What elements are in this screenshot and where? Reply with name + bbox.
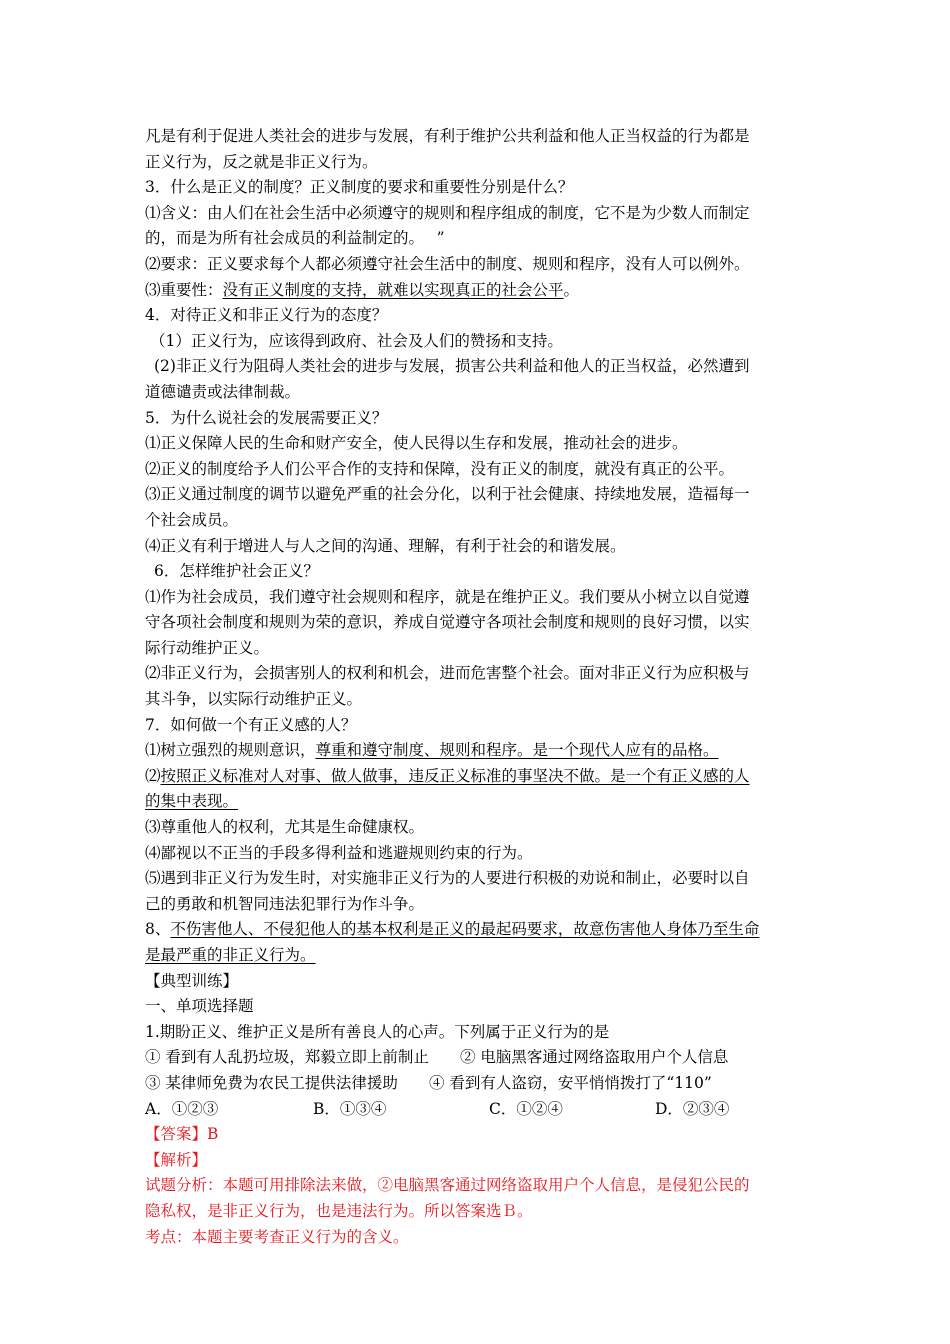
paragraph-line bbox=[145, 917, 810, 943]
section-heading: 一、单项选择题 bbox=[145, 997, 254, 1016]
label-text: ⑵ bbox=[145, 766, 161, 785]
question-heading: 3．什么是正义的制度？正义制度的要求和重要性分别是什么？ bbox=[145, 178, 574, 197]
paragraph-line: 守各项社会制度和规则为荣的意识，养成自觉遵守各项社会制度和规则的良好习惯，以实 bbox=[145, 613, 750, 632]
paragraph-line bbox=[145, 738, 810, 764]
label-text: 8、 bbox=[145, 920, 171, 939]
paragraph-line: 正义行为，反之就是非正义行为。 bbox=[145, 152, 378, 171]
paragraph-line: ⑸遇到非正义行为发生时，对实施非正义行为的人要进行积极的劝说和制止，必要时以自 bbox=[145, 869, 750, 888]
paragraph-line: ⑵非正义行为，会损害别人的权利和机会，进而危害整个社会。面对非正义行为应积极与 bbox=[145, 664, 750, 683]
label-text: ⑴树立强烈的规则意识， bbox=[145, 741, 316, 760]
question-heading: 6．怎样维护社会正义？ bbox=[154, 562, 319, 581]
options-row bbox=[145, 1097, 810, 1123]
paragraph-line: ⑷鄙视以不正当的手段多得利益和逃避规则约束的行为。 bbox=[145, 843, 533, 862]
underlined-text: 不伤害他人、不侵犯他人的基本权利是正义的最起码要求，故意伤害他人身体乃至生命 bbox=[170, 920, 760, 939]
analysis-text: 隐私权，是非正义行为，也是违法行为。所以答案选Ｂ。 bbox=[145, 1201, 533, 1220]
document-body bbox=[145, 124, 810, 1250]
option-c: C．①②④ bbox=[489, 1099, 563, 1118]
knowledge-point: 考点：本题主要考查正义行为的含义。 bbox=[145, 1227, 409, 1246]
paragraph-line: 凡是有利于促进人类社会的进步与发展，有利于维护公共利益和他人正当权益的行为都是 bbox=[145, 127, 750, 145]
punctuation: 。 bbox=[563, 280, 580, 299]
paragraph-line: 道德谴责或法律制裁。 bbox=[145, 382, 301, 401]
paragraph-line bbox=[145, 943, 810, 969]
question-heading: 4．对待正义和非正义行为的态度？ bbox=[145, 306, 388, 325]
paragraph-line: 己的勇敢和机智同违法犯罪行为作斗争。 bbox=[145, 894, 425, 913]
paragraph-line: 其斗争，以实际行动维护正义。 bbox=[145, 690, 363, 709]
choice-row bbox=[145, 1045, 810, 1071]
paragraph-line: ⑴作为社会成员，我们遵守社会规则和程序，就是在维护正义。我们要从小树立以自觉遵 bbox=[145, 587, 750, 606]
analysis-heading: 【解析】 bbox=[145, 1150, 208, 1169]
section-heading: 【典型训练】 bbox=[145, 971, 239, 990]
paragraph-line: 的，而是为所有社会成员的利益制定的。 ” bbox=[145, 229, 445, 248]
answer-line: 【答案】B bbox=[145, 1125, 219, 1144]
paragraph-line: (2)非正义行为阻碍人类社会的进步与发展，损害公共利益和他人的正当权益，必然遭到 bbox=[154, 357, 750, 376]
paragraph-line: （1）正义行为，应该得到政府、社会及人们的赞扬和支持。 bbox=[150, 331, 563, 350]
paragraph-line: ⑷正义有利于增进人与人之间的沟通、理解，有利于社会的和谐发展。 bbox=[145, 536, 626, 555]
paragraph-line: ⑵正义的制度给予人们公平合作的支持和保障，没有正义的制度，就没有真正的公平。 bbox=[145, 459, 735, 478]
paragraph-line: ⑴正义保障人民的生命和财产安全，使人民得以生存和发展，推动社会的进步。 bbox=[145, 434, 688, 453]
paragraph-line: ⑶正义通过制度的调节以避免严重的社会分化，以利于社会健康、持续地发展，造福每一 bbox=[145, 485, 750, 504]
label-text: ⑶重要性： bbox=[145, 280, 223, 299]
underlined-text: 按照正义标准对人对事、做人做事，违反正义标准的事坚决不做。是一个有正义感的人 bbox=[160, 766, 750, 785]
paragraph-line bbox=[145, 789, 810, 815]
question-stem: 1.期盼正义、维护正义是所有善良人的心声。下列属于正义行为的是 bbox=[145, 1022, 610, 1041]
question-heading: 5．为什么说社会的发展需要正义？ bbox=[145, 408, 388, 427]
choice-item: ④ 看到有人盗窃，安平悄悄拨打了“110” bbox=[428, 1073, 712, 1092]
underlined-text: 是最严重的非正义行为。 bbox=[145, 946, 316, 964]
paragraph-line: ⑵要求：正义要求每个人都必须遵守社会生活中的制度、规则和程序，没有人可以例外。 bbox=[145, 254, 750, 273]
paragraph-line: ⑶尊重他人的权利，尤其是生命健康权。 bbox=[145, 818, 425, 837]
choice-item: ③ 某律师免费为农民工提供法律援助 bbox=[145, 1073, 429, 1092]
choice-item: ① 看到有人乱扔垃圾，郑毅立即上前制止 bbox=[145, 1048, 460, 1067]
underlined-text: 尊重和遵守制度、规则和程序。是一个现代人应有的品格。 bbox=[315, 741, 719, 760]
option-b: B．①③④ bbox=[313, 1099, 387, 1118]
paragraph-line: 个社会成员。 bbox=[145, 510, 239, 529]
choice-row bbox=[145, 1071, 810, 1097]
option-a: A．①②③ bbox=[145, 1099, 219, 1118]
analysis-text: 试题分析：本题可用排除法来做，②电脑黑客通过网络盗取用户个人信息，是侵犯公民的 bbox=[145, 1176, 750, 1195]
paragraph-line: 际行动维护正义。 bbox=[145, 638, 270, 657]
paragraph-line bbox=[145, 764, 810, 790]
underlined-text: 的集中表现。 bbox=[145, 792, 239, 811]
paragraph-line bbox=[145, 278, 810, 304]
underlined-text: 没有正义制度的支持，就难以实现真正的社会公平 bbox=[222, 280, 564, 299]
question-heading: 7．如何做一个有正义感的人？ bbox=[145, 715, 357, 734]
option-d: D．②③④ bbox=[655, 1099, 730, 1118]
paragraph-line: ⑴含义：由人们在社会生活中必须遵守的规则和程序组成的制度，它不是为少数人而制定 bbox=[145, 203, 750, 222]
choice-item: ② 电脑黑客通过网络盗取用户个人信息 bbox=[459, 1048, 729, 1067]
